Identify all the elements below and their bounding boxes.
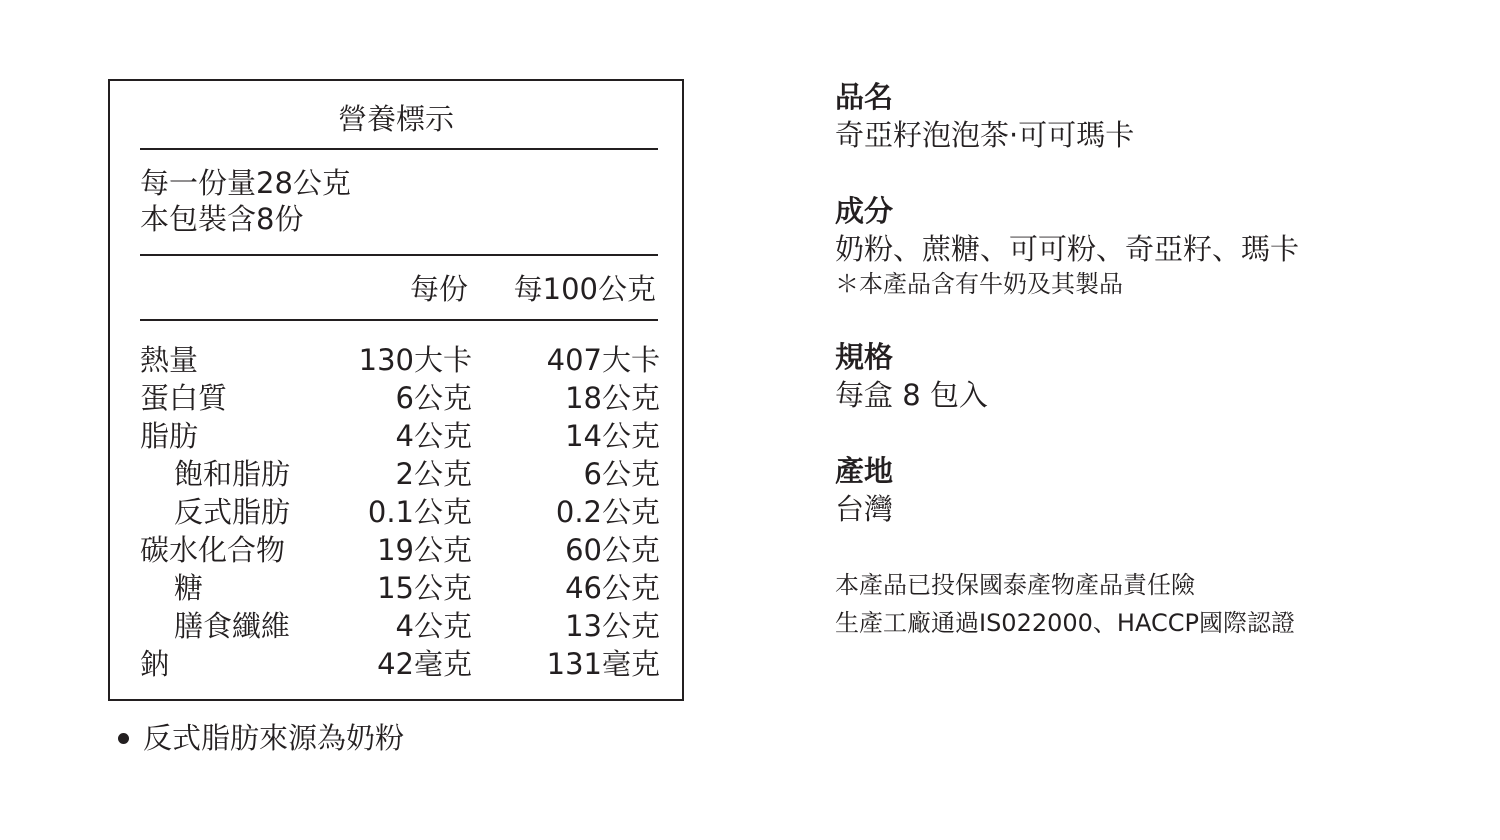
certification-info — [835, 566, 1475, 642]
per-serving-value: 2公克 — [395, 457, 472, 491]
nutrient-name: 熱量 — [140, 343, 199, 377]
per-serving-value: 0.1公克 — [367, 495, 472, 529]
product-name-value: 奇亞籽泡泡茶·可可瑪卡 — [835, 118, 1135, 152]
ingredients-section — [835, 192, 1475, 300]
nutrient-name: 飽和脂肪 — [174, 457, 291, 491]
footnote-text: 反式脂肪來源為奶粉 — [143, 721, 405, 755]
nutrient-row-carbohydrate — [140, 531, 660, 569]
serving-info — [140, 165, 351, 237]
product-info — [835, 78, 1475, 642]
nutrient-row-sodium — [140, 645, 660, 683]
servings-per-pack: 本包裝含8份 — [140, 202, 304, 236]
column-header-per-serving: 每份 — [409, 272, 468, 306]
ingredients-heading: 成分 — [835, 194, 894, 228]
origin-heading: 產地 — [835, 454, 894, 488]
nutrient-name: 鈉 — [140, 647, 170, 681]
nutrient-name: 脂肪 — [140, 419, 199, 453]
spec-section — [835, 338, 1475, 414]
product-name-heading: 品名 — [835, 80, 894, 114]
product-name-section — [835, 78, 1475, 154]
divider — [140, 319, 658, 321]
allergen-note: ＊本產品含有牛奶及其製品 — [835, 270, 1123, 298]
trans-fat-footnote — [118, 720, 404, 756]
nutrition-label — [108, 79, 684, 701]
origin-value: 台灣 — [835, 492, 894, 526]
per-100g-value: 6公克 — [583, 457, 660, 491]
nutrient-name: 碳水化合物 — [140, 533, 286, 567]
divider — [140, 148, 658, 150]
nutrient-row-saturated-fat — [140, 455, 660, 493]
nutrient-name: 膳食纖維 — [174, 609, 291, 643]
spec-value: 每盒 8 包入 — [835, 378, 988, 412]
per-100g-value: 0.2公克 — [555, 495, 660, 529]
ingredients-value: 奶粉、蔗糖、可可粉、奇亞籽、瑪卡 — [835, 232, 1300, 266]
per-100g-value: 18公克 — [565, 381, 660, 415]
per-100g-value: 407大卡 — [546, 343, 660, 377]
nutrient-row-fat — [140, 417, 660, 455]
per-serving-value: 15公克 — [377, 571, 472, 605]
per-100g-value: 14公克 — [565, 419, 660, 453]
nutrition-label-title: 營養標示 — [337, 102, 454, 136]
per-serving-value: 42毫克 — [377, 647, 472, 681]
nutrient-row-dietary-fiber — [140, 607, 660, 645]
per-serving-value: 6公克 — [395, 381, 472, 415]
bullet-icon — [118, 733, 129, 744]
per-100g-value: 13公克 — [565, 609, 660, 643]
certification-line: 生產工廠通過IS022000、HACCP國際認證 — [835, 609, 1295, 637]
nutrient-name: 糖 — [174, 571, 204, 605]
per-serving-value: 130大卡 — [358, 343, 472, 377]
per-100g-value: 131毫克 — [546, 647, 660, 681]
nutrient-rows — [140, 341, 660, 683]
nutrient-row-energy — [140, 341, 660, 379]
serving-size: 每一份量28公克 — [140, 166, 351, 200]
divider — [140, 254, 658, 256]
origin-section — [835, 452, 1475, 528]
nutrient-row-sugar — [140, 569, 660, 607]
nutrient-name: 蛋白質 — [140, 381, 228, 415]
insurance-line: 本產品已投保國泰產物產品責任險 — [835, 571, 1195, 599]
column-header-per-100g: 每100公克 — [513, 272, 656, 306]
per-serving-value: 4公克 — [395, 419, 472, 453]
per-serving-value: 19公克 — [377, 533, 472, 567]
nutrient-name: 反式脂肪 — [174, 495, 291, 529]
nutrient-row-protein — [140, 379, 660, 417]
nutrient-row-trans-fat — [140, 493, 660, 531]
per-100g-value: 60公克 — [565, 533, 660, 567]
per-100g-value: 46公克 — [565, 571, 660, 605]
spec-heading: 規格 — [835, 340, 894, 374]
per-serving-value: 4公克 — [395, 609, 472, 643]
